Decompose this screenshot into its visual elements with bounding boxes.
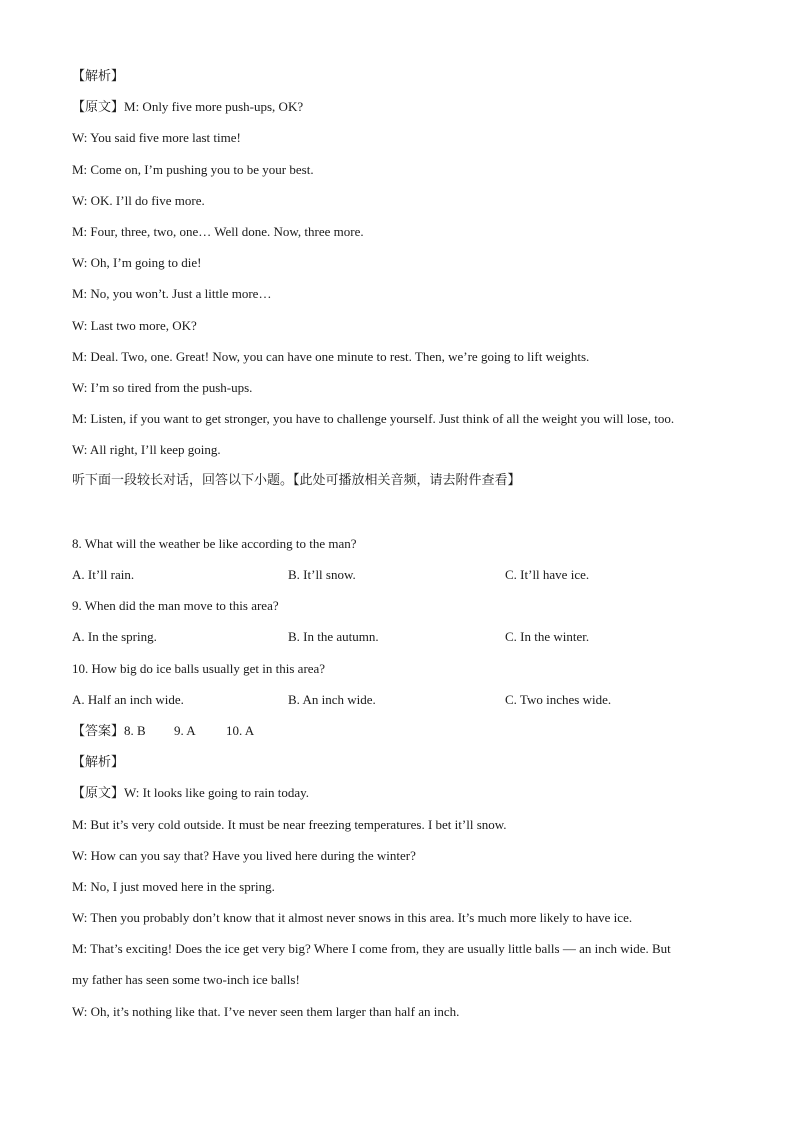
spacer xyxy=(72,503,732,534)
option-a: A. It’ll rain. xyxy=(72,567,135,582)
dialogue-line: 【原文】W: It looks like going to rain today. xyxy=(72,785,309,802)
listening-instruction: 听下面一段较长对话，回答以下小题。【此处可播放相关音频，请去附件查看】 xyxy=(72,473,521,489)
dialogue-line: W: Then you probably don’t know that it almost never snows in this area. It’s much more likely to have ice. xyxy=(72,910,633,926)
dialogue-line: M: No, you won’t. Just a little more… xyxy=(72,286,272,302)
option-b: B. An inch wide. xyxy=(288,691,376,707)
dialogue-line: W: All right, I’ll keep going. xyxy=(72,442,221,458)
dialogue-line: M: Listen, if you want to get stronger, you have to challenge yourself. Just think of all the weight you will lose, too. xyxy=(72,411,675,427)
dialogue-line: W: Last two more, OK? xyxy=(72,317,197,333)
dialogue-line: M: But it’s very cold outside. It must be near freezing temperatures. I bet it’ll snow. xyxy=(72,816,507,832)
original-label: 【原文】 xyxy=(72,786,125,802)
answer-item: 8. B xyxy=(124,722,146,738)
dialogue-line: W: How can you say that? Have you lived here during the winter? xyxy=(72,847,416,863)
original-label: 【原文】 xyxy=(72,100,125,116)
option-c: C. Two inches wide. xyxy=(505,691,612,707)
option-b: B. In the autumn. xyxy=(288,629,379,645)
dialogue-line: W: You said five more last time! xyxy=(72,130,241,146)
analysis-heading: 【解析】 xyxy=(72,69,125,84)
option-a: A. In the spring. xyxy=(72,629,157,645)
dialogue-line: M: That’s exciting! Does the ice get very big? Where I come from, they are usually little balls — an inch wide. But xyxy=(72,941,671,957)
question-10: 10. How big do ice balls usually get in this area? xyxy=(72,660,326,676)
options-row xyxy=(72,690,732,721)
dialogue-line: W: Oh, I’m going to die! xyxy=(72,255,202,271)
dialogue-line: W: I’m so tired from the push-ups. xyxy=(72,379,253,395)
question-9: 9. When did the man move to this area? xyxy=(72,598,279,614)
option-c: C. It’ll have ice. xyxy=(505,567,590,582)
dialogue-line: W: OK. I’ll do five more. xyxy=(72,192,205,208)
option-a: A. Half an inch wide. xyxy=(72,691,184,707)
answer-line xyxy=(72,721,732,752)
answer-item: 9. A xyxy=(174,722,196,738)
dialogue-line: M: No, I just moved here in the spring. xyxy=(72,878,275,894)
options-row xyxy=(72,627,732,658)
dialogue-line: M: Come on, I’m pushing you to be your best. xyxy=(72,161,314,177)
document-page xyxy=(72,66,732,1033)
dialogue-line: M: Four, three, two, one… Well done. Now, three more. xyxy=(72,223,364,239)
analysis-heading: 【解析】 xyxy=(72,755,125,771)
dialogue-line: W: Oh, it’s nothing like that. I’ve never seen them larger than half an inch. xyxy=(72,1003,460,1019)
option-b: B. It’ll snow. xyxy=(288,567,356,582)
dialogue-line: 【原文】M: Only five more push-ups, OK? xyxy=(72,99,304,116)
dialogue-line: M: Deal. Two, one. Great! Now, you can have one minute to rest. Then, we’re going to lift weights. xyxy=(72,348,590,364)
question-8: 8. What will the weather be like according to the man? xyxy=(72,535,357,551)
options-row xyxy=(72,565,732,596)
answer-item: 10. A xyxy=(226,722,255,738)
option-c: C. In the winter. xyxy=(505,629,590,645)
answer-label: 【答案】 xyxy=(72,723,125,739)
dialogue-line: my father has seen some two-inch ice balls! xyxy=(72,972,300,988)
